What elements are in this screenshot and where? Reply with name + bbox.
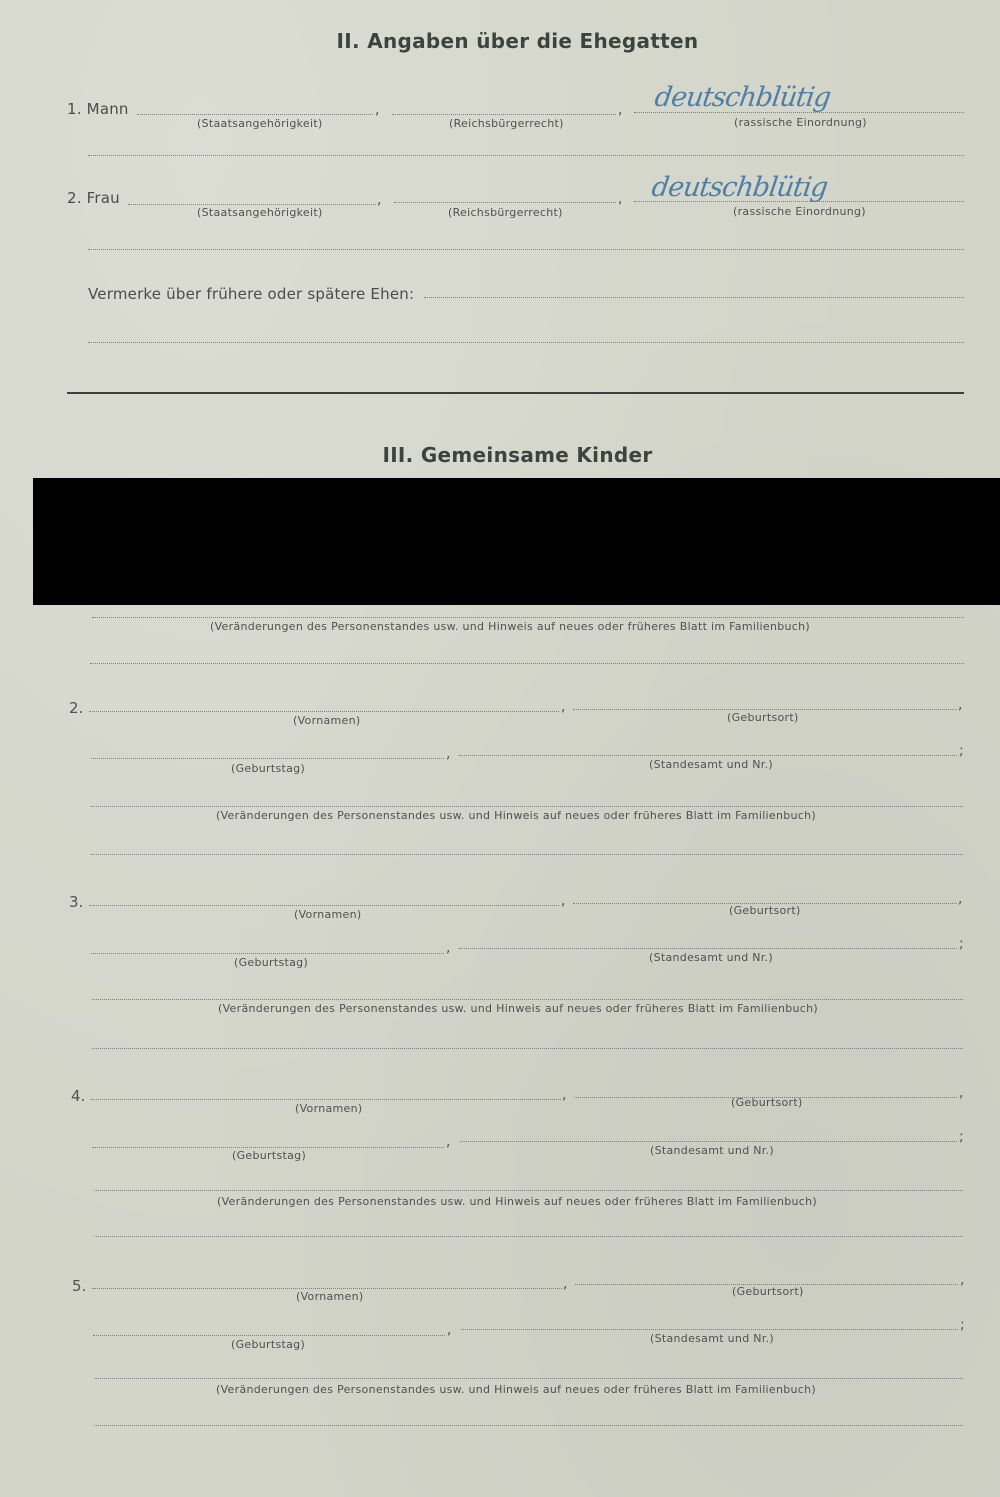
field-vermerke-line2[interactable]	[88, 342, 964, 343]
field-child2-standesamt[interactable]	[459, 755, 957, 756]
field-child5-aenderung-line2[interactable]	[94, 1425, 963, 1426]
label-vermerke: Vermerke über frühere oder spätere Ehen:	[88, 285, 415, 303]
caption-staatsangehoerigkeit: (Staatsangehörigkeit)	[197, 117, 323, 130]
caption-rassische-einordnung: (rassische Einordnung)	[734, 116, 867, 129]
child-number: 2.	[69, 699, 84, 717]
caption-reichsbuergerrecht: (Reichsbürgerrecht)	[449, 117, 564, 130]
field-vermerke-line1[interactable]	[424, 297, 964, 298]
label-mann: 1. Mann	[67, 100, 129, 118]
caption-reichsbuergerrecht: (Reichsbürgerrecht)	[448, 206, 563, 219]
caption-standesamt: (Standesamt und Nr.)	[650, 1332, 774, 1345]
field-child3-geburtstag[interactable]	[91, 953, 444, 954]
caption-vornamen: (Vornamen)	[296, 1290, 364, 1303]
child-number: 3.	[69, 893, 84, 911]
field-child2-geburtsort[interactable]	[573, 709, 957, 710]
field-child2-geburtstag[interactable]	[91, 758, 444, 759]
field-frau-extra[interactable]	[88, 249, 964, 250]
field-child4-aenderung-line2[interactable]	[94, 1236, 963, 1237]
field-child5-vornamen[interactable]	[92, 1288, 562, 1289]
caption-geburtsort: (Geburtsort)	[732, 1285, 804, 1298]
caption-standesamt: (Standesamt und Nr.)	[649, 951, 773, 964]
field-child1-aenderung[interactable]	[92, 617, 964, 618]
field-child5-geburtstag[interactable]	[93, 1335, 445, 1336]
section-heading-ehegatten: II. Angaben über die Ehegatten	[336, 29, 699, 53]
field-child2-aenderung[interactable]	[91, 806, 963, 807]
field-child5-aenderung[interactable]	[95, 1378, 963, 1379]
child-number: 4.	[71, 1087, 86, 1105]
caption-standesamt: (Standesamt und Nr.)	[649, 758, 773, 771]
redaction-bar	[33, 478, 1000, 605]
caption-vornamen: (Vornamen)	[294, 908, 362, 921]
label-frau: 2. Frau	[67, 189, 120, 207]
field-child4-aenderung[interactable]	[94, 1190, 963, 1191]
field-child5-standesamt[interactable]	[461, 1329, 958, 1330]
field-mann-extra[interactable]	[88, 155, 964, 156]
field-child3-vornamen[interactable]	[89, 905, 559, 906]
field-mann-reichsbuergerrecht[interactable]	[392, 114, 616, 115]
field-child4-standesamt[interactable]	[460, 1141, 957, 1142]
field-child3-standesamt[interactable]	[459, 948, 957, 949]
field-frau-staatsangehoerigkeit[interactable]	[128, 204, 376, 205]
field-child4-geburtstag[interactable]	[92, 1147, 444, 1148]
caption-vornamen: (Vornamen)	[293, 714, 361, 727]
caption-geburtstag: (Geburtstag)	[234, 956, 309, 969]
handwritten-frau-einordnung: deutschblütig	[649, 172, 830, 203]
caption-rassische-einordnung: (rassische Einordnung)	[733, 205, 866, 218]
field-child3-aenderung-line2[interactable]	[92, 1048, 963, 1049]
caption-aenderung: (Veränderungen des Personenstandes usw. und Hinweis auf neues oder früheres Blatt im Familienbuch)	[217, 1195, 818, 1208]
caption-aenderung: (Veränderungen des Personenstandes usw. und Hinweis auf neues oder früheres Blatt im Familienbuch)	[210, 620, 811, 633]
caption-geburtstag: (Geburtstag)	[231, 1338, 306, 1351]
caption-standesamt: (Standesamt und Nr.)	[650, 1144, 774, 1157]
section-heading-kinder: III. Gemeinsame Kinder	[382, 443, 653, 467]
caption-geburtsort: (Geburtsort)	[727, 711, 799, 724]
caption-geburtsort: (Geburtsort)	[731, 1096, 803, 1109]
field-frau-reichsbuergerrecht[interactable]	[394, 202, 616, 203]
handwritten-mann-einordnung: deutschblütig	[652, 82, 833, 113]
form-page: II. Angaben über die Ehegatten 1. Mann , , deutschblütig (Staatsangehörigkeit) (Reichsbürgerrecht) (rassische Einordnung) 2. Frau , , deutschblütig (Staatsangehörigkeit) (Reichsbürgerrecht) (rassische Einordnung) Vermerke über frühere oder spätere Ehen: III. Gemeinsame Kinder (Veränderungen des Personenstandes usw. und Hinweis auf neues oder früheres Blatt im Familienbuch) 2. , , (Vornamen) (Geburtsort) , ; (Geburtstag) (Standesamt und Nr.) (Veränderungen des Personenstandes usw. und Hinweis auf neues oder früheres Blatt im Familienbuch) 3. , , (Vornamen) (Geburtsort) , ; (Geburtstag) (Standesamt und Nr.) (Veränderungen des Personenstandes usw. und Hinweis auf neues oder früheres Blatt im Familienbuch) 4. , , (Vornamen) (Geburtsort) , ; (Geburtstag) (Standesamt und Nr.) (Veränderungen des Personenstandes usw. und Hinweis auf neues oder früheres Blatt im Familienbuch) 5. , , (Vornamen) (Geburtsort) , ; (Geburtstag) (Standesamt und Nr.) (Veränderungen des Personenstandes usw. und Hinweis auf neues oder früheres Blatt im Familienbuch)	[0, 0, 1000, 1497]
field-child2-vornamen[interactable]	[89, 711, 559, 712]
caption-aenderung: (Veränderungen des Personenstandes usw. und Hinweis auf neues oder früheres Blatt im Familienbuch)	[216, 1383, 817, 1396]
caption-geburtstag: (Geburtstag)	[231, 762, 306, 775]
section-divider	[67, 392, 964, 394]
field-child1-aenderung-line2[interactable]	[90, 663, 964, 664]
child-number: 5.	[72, 1277, 87, 1295]
caption-geburtsort: (Geburtsort)	[729, 904, 801, 917]
caption-aenderung: (Veränderungen des Personenstandes usw. und Hinweis auf neues oder früheres Blatt im Familienbuch)	[216, 809, 817, 822]
field-child4-vornamen[interactable]	[91, 1099, 561, 1100]
field-child3-aenderung[interactable]	[92, 999, 963, 1000]
caption-aenderung: (Veränderungen des Personenstandes usw. und Hinweis auf neues oder früheres Blatt im Familienbuch)	[218, 1002, 819, 1015]
field-child2-aenderung-line2[interactable]	[91, 854, 963, 855]
caption-geburtstag: (Geburtstag)	[232, 1149, 307, 1162]
caption-vornamen: (Vornamen)	[295, 1102, 363, 1115]
field-mann-staatsangehoerigkeit[interactable]	[137, 114, 373, 115]
caption-staatsangehoerigkeit: (Staatsangehörigkeit)	[197, 206, 323, 219]
